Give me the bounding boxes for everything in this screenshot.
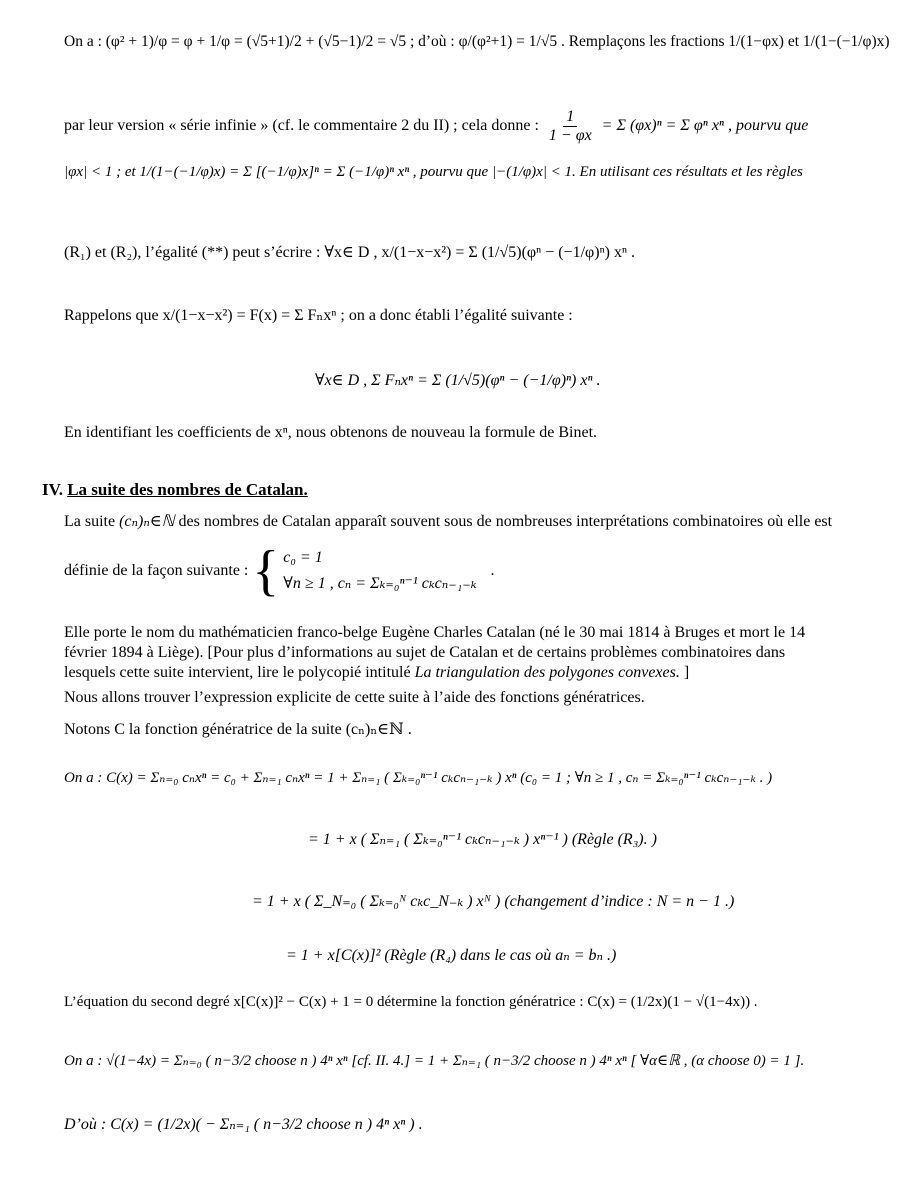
para-catalan-1 xyxy=(64,623,805,643)
eq-second-degre-text: L’équation du second degré x[C(x)]² − C(x) + 1 = 0 détermine la fonction génératrice : C(x) = (1/2x)(1 − √(1−4x)) . xyxy=(64,994,758,1010)
line-identifiant xyxy=(64,423,597,443)
line-ona-phi xyxy=(64,32,890,52)
eq-sqrt-expansion-text: On a : √(1−4x) = Σₙ₌₀ ( n−3/2 choose n ) 4ⁿ xⁿ [cf. II. 4.] = 1 + Σₙ₌₁ ( n−3/2 choose n ) 4ⁿ xⁿ [ ∀α∈ℝ , (α choose 0) = 1 ]. xyxy=(64,1053,805,1069)
eq-generating-1-text: On a : C(x) = Σₙ₌₀ cₙxⁿ = c₀ + Σₙ₌₁ cₙxⁿ = 1 + Σₙ₌₁ ( Σₖ₌₀ⁿ⁻¹ cₖcₙ₋₁₋ₖ ) xⁿ (c₀ = 1 ; ∀n ≥ 1 , cₙ = Σₖ₌₀ⁿ⁻¹ cₖcₙ₋₁₋ₖ . ) xyxy=(64,770,773,786)
para-catalan-2-text: février 1894 à Liège). [Pour plus d’informations au sujet de Catalan et de certains problèmes combinatoires dans xyxy=(64,644,786,661)
line-serie-infinie-a: par leur version « série infinie » (cf. le commentaire 2 du II) ; cela donne : xyxy=(64,117,539,135)
para-nous-allons xyxy=(64,688,645,708)
eq-generating-2-text: = 1 + x ( Σₙ₌₁ ( Σₖ₌₀ⁿ⁻¹ cₖcₙ₋₁₋ₖ ) xⁿ⁻¹ ) (Règle (R₃). ) xyxy=(308,831,657,848)
recurrence-period: . xyxy=(490,562,495,579)
section-title: La suite des nombres de Catalan. xyxy=(67,480,308,499)
para-catalan-3-c: ] xyxy=(683,664,690,681)
para-definie-text: définie de la façon suivante : xyxy=(64,562,249,579)
section-number: IV. xyxy=(42,480,63,499)
para-notons-text: Notons C la fonction génératrice de la suite (cₙ)ₙ∈ℕ . xyxy=(64,721,412,738)
para-notons xyxy=(64,720,412,740)
eq-generating-4 xyxy=(286,946,616,966)
line-phix-condition-text: |φx| < 1 ; et 1/(1−(−1/φ)x) = Σ [(−1/φ)x]ⁿ = Σ (−1/φ)ⁿ xⁿ , pourvu que |−(1/φ)x| < 1. En utilisant ces résultats et les règles xyxy=(64,164,803,180)
eq-generating-3 xyxy=(252,892,734,912)
para-definie xyxy=(64,540,495,602)
section-heading xyxy=(42,480,308,500)
eq-generating-1 xyxy=(64,768,772,788)
line-r1-r2-text: (R₁) et (R₂), l’égalité (**) peut s’écrire : ∀x∈ D , x/(1−x−x²) = Σ (1/√5)(φⁿ − (−1/φ)ⁿ) xⁿ . xyxy=(64,244,635,261)
line-binet-equality xyxy=(315,371,601,391)
recurrence-initial: c₀ = 1 xyxy=(283,549,323,566)
line-ona-phi-text: On a : (φ² + 1)/φ = φ + 1/φ = (√5+1)/2 + (√5−1)/2 = √5 ; d’où : φ/(φ²+1) = 1/√5 . Remplaçons les fractions 1/(1−φx) et 1/(1−(−1/φ)x) xyxy=(64,33,890,50)
line-phix-condition xyxy=(64,162,803,182)
line-r1-r2 xyxy=(64,243,635,263)
eq-second-degre xyxy=(64,992,758,1012)
eq-dou xyxy=(64,1115,423,1135)
para-catalan-2 xyxy=(64,643,785,663)
para-la-suite-c: des nombres de Catalan apparaît souvent sous de nombreuses interprétations combinatoires où elle est xyxy=(178,513,833,530)
eq-generating-4-text: = 1 + x[C(x)]² (Règle (R₄) dans le cas où aₙ = bₙ .) xyxy=(286,947,617,964)
recurrence-relation: ∀n ≥ 1 , cₙ = Σₖ₌₀ⁿ⁻¹ cₖcₙ₋₁₋ₖ xyxy=(283,575,477,592)
line-rappelons-text: Rappelons que x/(1−x−x²) = F(x) = Σ Fₙxⁿ ; on a donc établi l’égalité suivante : xyxy=(64,307,573,324)
para-catalan-3 xyxy=(64,663,689,683)
para-la-suite-a: La suite xyxy=(64,513,116,530)
line-rappelons xyxy=(64,306,573,326)
para-catalan-3-a: lesquels cette suite intervient, lire le polycopié intitulé xyxy=(64,664,411,681)
line-serie-infinie-b: = Σ (φx)ⁿ = Σ φⁿ xⁿ , pourvu que xyxy=(601,117,809,135)
line-identifiant-text: En identifiant les coefficients de xⁿ, nous obtenons de nouveau la formule de Binet. xyxy=(64,424,598,441)
para-nous-allons-text: Nous allons trouver l’expression explicite de cette suite à l’aide des fonctions génératrices. xyxy=(64,689,645,706)
line-binet-equality-text: ∀x∈ D , Σ Fₙxⁿ = Σ (1/√5)(φⁿ − (−1/φ)ⁿ) xⁿ . xyxy=(315,372,601,389)
eq-sqrt-expansion xyxy=(64,1051,804,1071)
sequence-cn: (cₙ)ₙ∈ℕ xyxy=(119,513,175,530)
eq-dou-text: D’où : C(x) = (1/2x)( − Σₙ₌₁ ( n−3/2 choose n ) 4ⁿ xⁿ ) . xyxy=(64,1116,423,1133)
line-serie-infinie xyxy=(64,108,808,145)
para-la-suite xyxy=(64,512,832,532)
fraction-one-over-one-minus-phix: $\frac{1}{1 - \varphi x}$ xyxy=(548,108,592,144)
eq-generating-2 xyxy=(308,830,657,850)
eq-generating-3-text: = 1 + x ( Σ_N₌₀ ( Σₖ₌₀ᴺ cₖc_N₋ₖ ) xᴺ ) (changement d’indice : N = n − 1 .) xyxy=(252,893,735,910)
polycopie-title: La triangulation des polygones convexes. xyxy=(414,664,680,681)
para-catalan-1-text: Elle porte le nom du mathématicien franco-belge Eugène Charles Catalan (né le 30 mai 1814 à Bruges et mort le 14 xyxy=(64,624,806,641)
recurrence-system: { c₀ = 1 ∀n ≥ 1 , cₙ = Σₖ₌₀ⁿ⁻¹ cₖcₙ₋₁₋ₖ xyxy=(252,540,477,602)
